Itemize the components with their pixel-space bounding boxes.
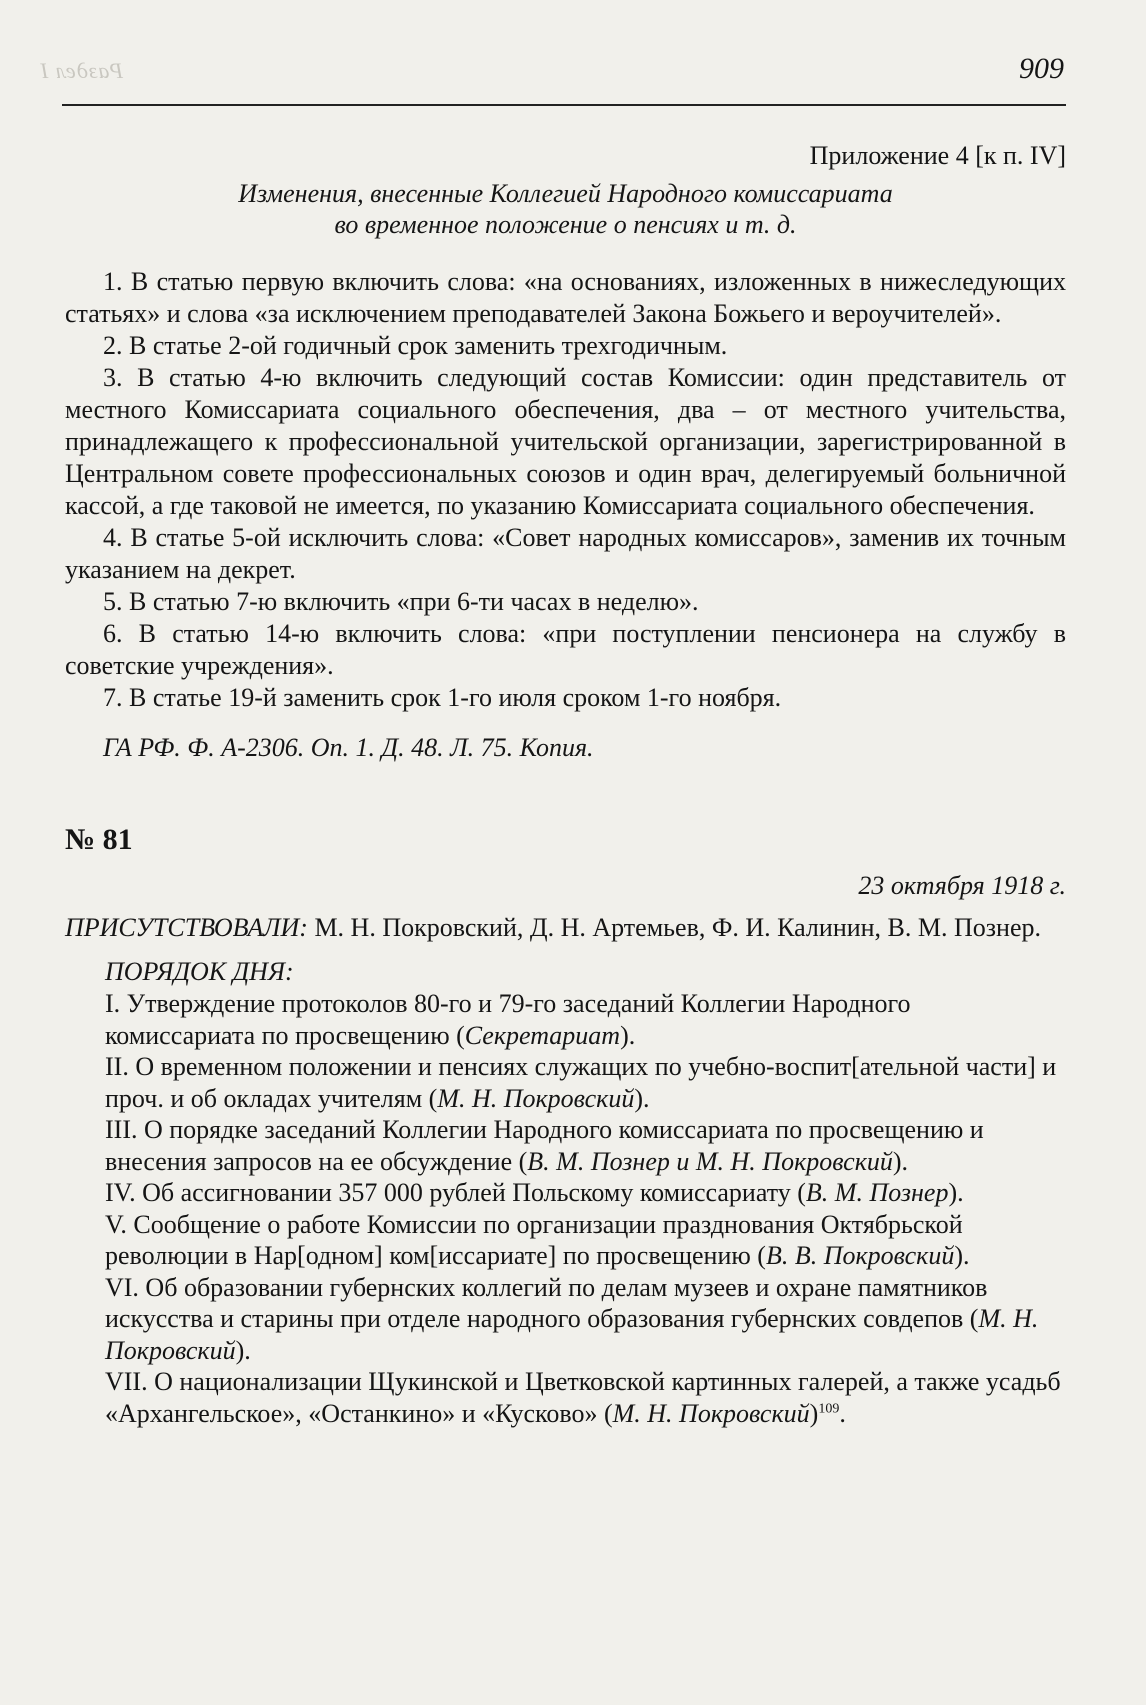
- agenda-tail: ).: [948, 1178, 964, 1207]
- agenda-text: III. О порядке заседаний Коллегии Народного комиссариата по просвещению и внесения запросов на ее обсуждение (: [105, 1115, 984, 1176]
- agenda-title: ПОРЯДОК ДНЯ:: [105, 957, 294, 986]
- agenda-text: I. Утверждение протоколов 80-го и 79-го заседаний Коллегии Народного комиссариата по просвещению (: [105, 989, 911, 1050]
- agenda-text: II. О временном положении и пенсиях служащих по учебно-воспит[ательной части] и проч. и об окладах учителям (: [105, 1052, 1057, 1113]
- document-number: № 81: [65, 823, 133, 856]
- agenda-speaker: М. Н. Покровский: [612, 1398, 810, 1428]
- agenda-text: IV. Об ассигновании 357 000 рублей Польскому комиссариату (: [105, 1178, 806, 1207]
- amendment-item: 4. В статье 5-ой исключить слова: «Совет народных комиссаров», заменив их точным указанием на декрет.: [65, 523, 1066, 584]
- agenda-item: [105, 1051, 1066, 1114]
- header-rule: [62, 104, 1066, 106]
- appendix-title: [65, 178, 1066, 240]
- page-body: [65, 140, 1066, 1429]
- agenda-item: [105, 1177, 1066, 1209]
- agenda-list: [105, 988, 1066, 1429]
- agenda-tail: ).: [892, 1146, 909, 1176]
- amendment-list: [65, 266, 1066, 714]
- attendees-label: ПРИСУТСТВОВАЛИ:: [65, 913, 308, 942]
- amendment-item: 5. В статью 7-ю включить «при 6-ти часах в неделю».: [103, 587, 699, 616]
- amendment-item: 2. В статье 2-ой годичный срок заменить трехгодичным.: [103, 331, 728, 360]
- agenda-text: V. Сообщение о работе Комиссии по организации празднования Октябрьской революции в Нар[одном] ком[иссариате] по просвещению (: [105, 1209, 963, 1270]
- agenda-tail: ).: [634, 1083, 650, 1113]
- agenda-speaker: В. В. Покровский: [765, 1241, 955, 1270]
- agenda-item: [105, 988, 1066, 1051]
- agenda-item: [105, 1272, 1066, 1367]
- bleed-through-running-head: Раздел I: [40, 58, 123, 83]
- agenda-item: [105, 1209, 1066, 1272]
- agenda-item: [105, 1114, 1066, 1177]
- footnote-marker: 109: [818, 1400, 840, 1416]
- attendees-names: М. Н. Покровский, Д. Н. Артемьев, Ф. И. Калинин, В. М. Познер.: [314, 913, 1042, 942]
- appendix-title-line: во временное положение о пенсиях и т. д.: [334, 210, 797, 239]
- amendment-item: 3. В статью 4-ю включить следующий состав Комиссии: один представитель от местного Комиссариата социального обеспечения, два – от местного учительства, принадлежащего к профессиональной учительской организации, зарегистрированной в Центральном совете профессиональных союзов и один врач, делегируемый больничной кассой, а где таковой не имеется, по указанию Комиссариата социального обеспечения.: [65, 363, 1066, 520]
- attendees: [65, 912, 1066, 944]
- agenda-speaker: В. М. Познер и М. Н. Покровский: [527, 1146, 893, 1176]
- agenda-text: VII. О национализации Щукинской и Цветковской картинных галерей, а также усадьб «Архангельское», «Останкино» и «Кусково» (: [105, 1367, 1061, 1428]
- agenda-tail: ).: [235, 1335, 251, 1365]
- amendment-item: 6. В статью 14-ю включить слова: «при поступлении пенсионера на службу в советские учреждения».: [65, 619, 1066, 680]
- agenda-tail: ).: [620, 1020, 636, 1050]
- agenda-speaker: М. Н. Покровский: [105, 1304, 1039, 1365]
- page-number: 909: [1019, 52, 1064, 85]
- agenda-speaker: М. Н. Покровский: [437, 1083, 635, 1113]
- agenda-speaker: Секретариат: [464, 1020, 621, 1050]
- appendix-label: Приложение 4 [к п. IV]: [809, 141, 1066, 170]
- agenda-text: VI. Об образовании губернских коллегий по делам музеев и охране памятников искусства и старины при отделе народного образования губернских совдепов (: [105, 1272, 988, 1333]
- appendix-title-line: Изменения, внесенные Коллегией Народного комиссариата: [238, 179, 893, 208]
- amendment-item: 1. В статью первую включить слова: «на основаниях, изложенных в нижеследующих статьях» и слова «за исключением преподавателей Закона Божьего и вероучителей».: [65, 267, 1066, 328]
- archive-reference: ГА РФ. Ф. А-2306. Оп. 1. Д. 48. Л. 75. Копия.: [103, 733, 594, 762]
- agenda-tail: ): [809, 1398, 819, 1428]
- agenda-end: .: [839, 1398, 846, 1428]
- agenda-tail: ).: [954, 1241, 970, 1270]
- agenda-speaker: В. М. Познер: [805, 1178, 949, 1207]
- document-date: 23 октября 1918 г.: [858, 871, 1066, 900]
- agenda-item: [105, 1366, 1066, 1429]
- amendment-item: 7. В статье 19-й заменить срок 1-го июля сроком 1-го ноября.: [103, 683, 782, 712]
